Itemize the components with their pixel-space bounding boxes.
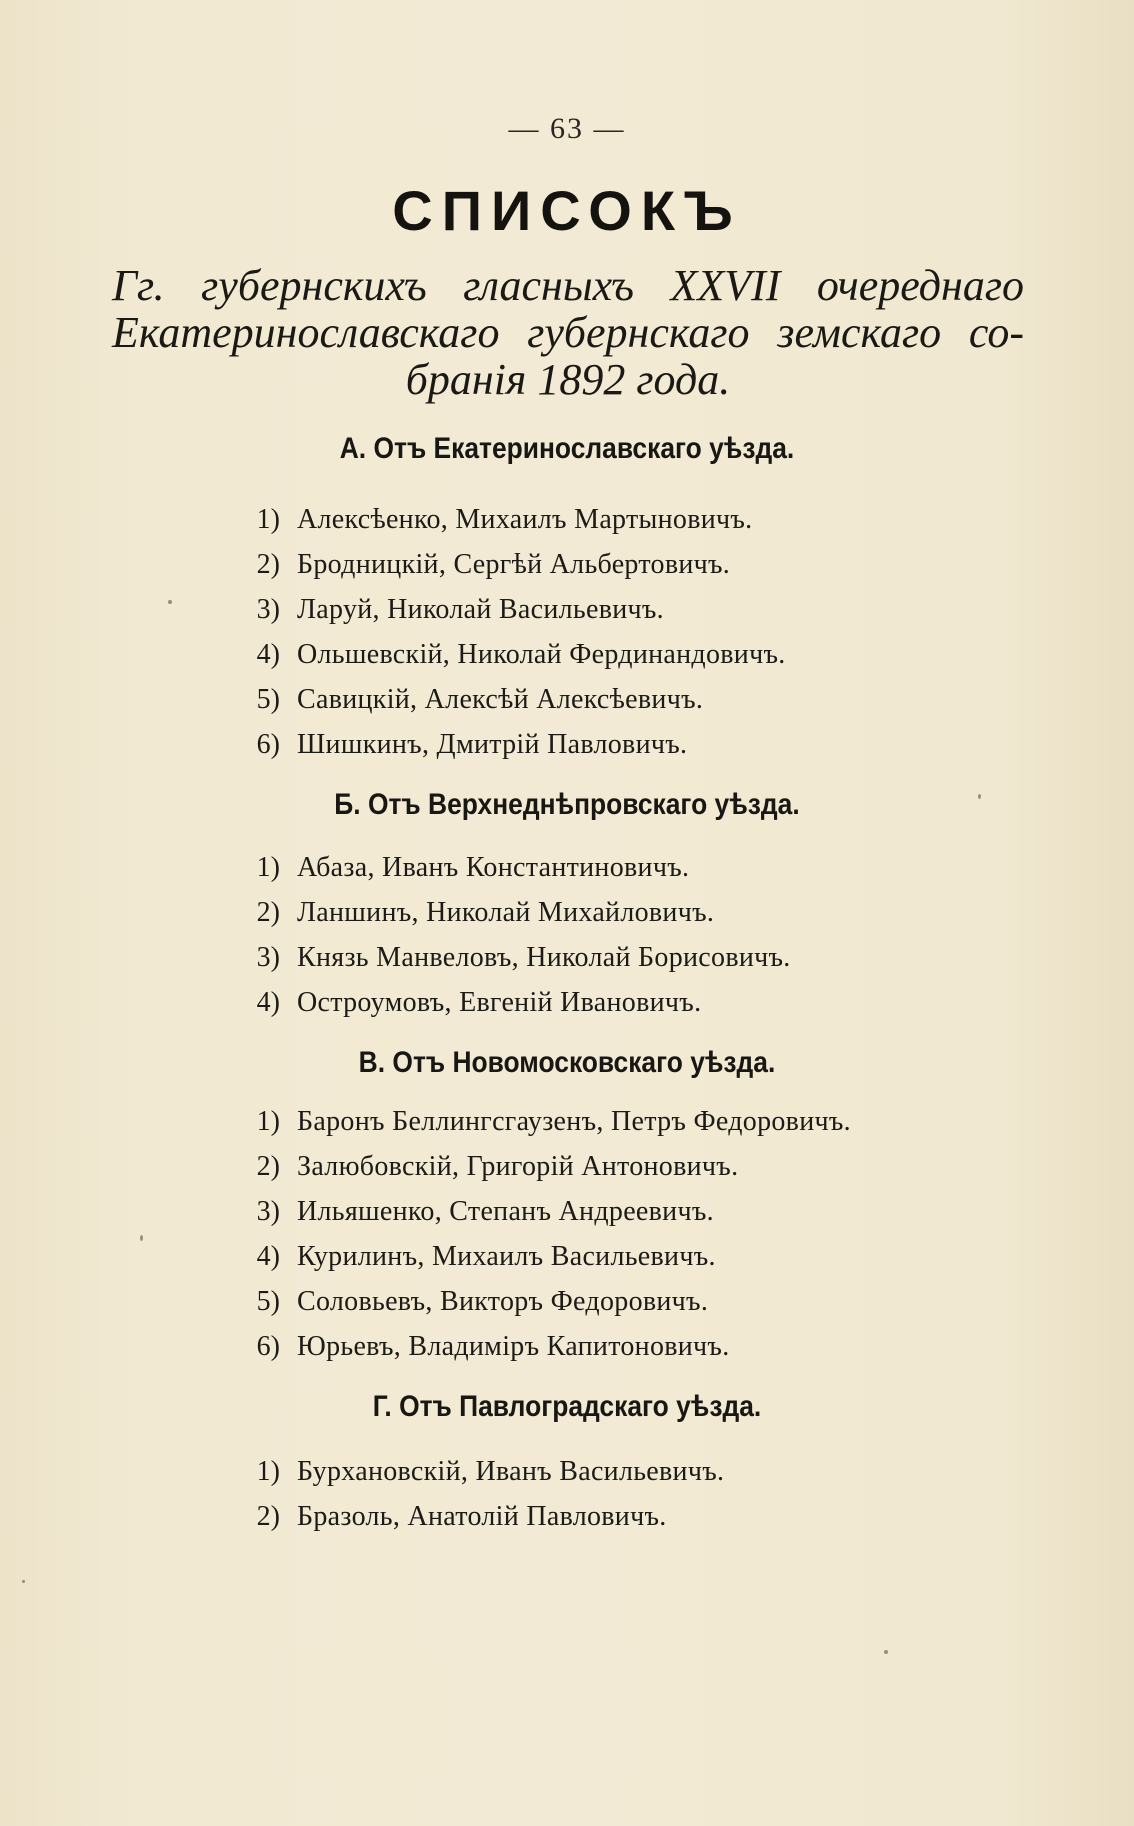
entry-name: Остроумовъ, Евгеній Ивановичъ.: [297, 987, 702, 1018]
paper-speck: [978, 794, 981, 799]
entry-local-number: 2): [256, 897, 280, 928]
entry-name: Ланшинъ, Николай Михайловичъ.: [297, 897, 715, 928]
section-heading: В. Отъ Новомосковскаго уѣзда.: [358, 1046, 776, 1079]
entry-local-number: 3): [256, 594, 280, 625]
paper-speck: [22, 1580, 25, 1583]
entry-local-number: 4): [256, 639, 280, 670]
section-heading: А. Отъ Екатеринославскаго уѣзда.: [339, 432, 795, 465]
entry-name: Шишкинъ, Дмитрій Павловичъ.: [297, 729, 688, 760]
entry-name: Абаза, Иванъ Константиновичъ.: [297, 852, 690, 883]
section-heading: Г. Отъ Павлоградскаго уѣзда.: [372, 1390, 762, 1423]
subtitle-line: Екатеринославскаго губернскаго земскаго со-: [112, 308, 1024, 357]
entry-local-number: 2): [256, 549, 280, 580]
entry-local-number: 1): [256, 504, 280, 535]
section-heading: Б. Отъ Верхнеднѣпровскаго уѣзда.: [334, 788, 800, 821]
entry-name: Ларуй, Николай Васильевичъ.: [297, 594, 664, 625]
entry-name: Бродницкій, Сергѣй Альбертовичъ.: [297, 549, 731, 580]
subtitle-line: бранія 1892 года.: [405, 355, 731, 404]
entry-name: Бурхановскій, Иванъ Васильевичъ.: [297, 1456, 725, 1487]
entry-name: Курилинъ, Михаилъ Васильевичъ.: [297, 1241, 716, 1272]
subtitle-line: Гг. губернскихъ гласныхъ XXVII очереднаго: [112, 261, 1024, 310]
paper-speck: [140, 1235, 143, 1241]
entry-local-number: 4): [256, 987, 280, 1018]
entry-name: Алексѣенко, Михаилъ Мартыновичъ.: [297, 504, 753, 535]
entry-local-number: 2): [256, 1151, 280, 1182]
entry-name: Савицкій, Алексѣй Алексѣевичъ.: [297, 684, 704, 715]
entry-local-number: 3): [256, 1196, 280, 1227]
document-subtitle: [112, 262, 1024, 403]
page-number: — 63 —: [508, 112, 626, 145]
paper-speck: [884, 1650, 888, 1654]
entry-local-number: 1): [256, 1456, 280, 1487]
entry-local-number: 1): [256, 852, 280, 883]
entry-name: Баронъ Беллингсгаузенъ, Петръ Федоровичъ.: [297, 1106, 851, 1137]
entry-local-number: 5): [256, 684, 280, 715]
entry-name: Ольшевскій, Николай Фердинандовичъ.: [297, 639, 786, 670]
document-title: СПИСОКЪ: [392, 179, 742, 242]
entry-local-number: 2): [256, 1501, 280, 1532]
entry-local-number: 3): [256, 942, 280, 973]
entry-name: Князь Манвеловъ, Николай Борисовичъ.: [297, 942, 791, 973]
entry-local-number: 5): [256, 1286, 280, 1317]
paper-speck: [168, 600, 172, 604]
entry-local-number: 1): [256, 1106, 280, 1137]
entry-local-number: 6): [256, 1331, 280, 1362]
entry-name: Ильяшенко, Степанъ Андреевичъ.: [297, 1196, 714, 1227]
entry-name: Залюбовскій, Григорій Антоновичъ.: [297, 1151, 739, 1182]
entry-local-number: 6): [256, 729, 280, 760]
entry-name: Юрьевъ, Владиміръ Капитоновичъ.: [297, 1331, 730, 1362]
entry-name: Соловьевъ, Викторъ Федоровичъ.: [297, 1286, 709, 1317]
entry-local-number: 4): [256, 1241, 280, 1272]
entry-name: Бразоль, Анатолій Павловичъ.: [297, 1501, 667, 1532]
